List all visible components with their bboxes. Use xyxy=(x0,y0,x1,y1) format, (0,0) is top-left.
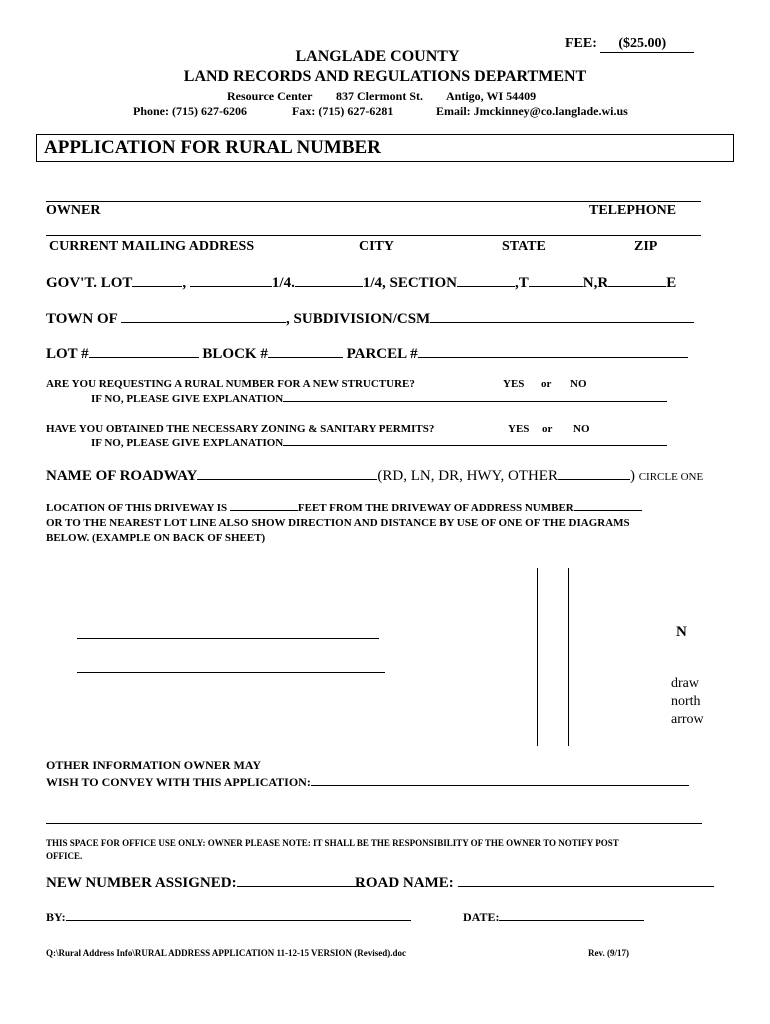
location-line-1 xyxy=(46,502,642,514)
date-field[interactable] xyxy=(499,920,644,921)
other-info-line-1: OTHER INFORMATION OWNER MAY xyxy=(46,758,262,772)
location-line-3: BELOW. (EXAMPLE ON BACK OF SHEET) xyxy=(46,532,266,544)
fee-amount: ($25.00) xyxy=(600,36,694,53)
quarter-field-1[interactable] xyxy=(190,286,272,287)
new-number-field[interactable] xyxy=(237,886,365,887)
close-paren: ) xyxy=(629,468,635,484)
permits-explain-label: IF NO, PLEASE GIVE EXPLANATION xyxy=(91,437,284,449)
permits-question: HAVE YOU OBTAINED THE NECESSARY ZONING & SANITARY PERMITS? xyxy=(46,423,435,435)
govt-lot-label: GOV'T. LOT xyxy=(46,275,133,291)
by-field[interactable] xyxy=(66,920,411,921)
diagram-vertical-line-2 xyxy=(568,568,569,746)
street-address: 837 Clermont St. xyxy=(336,89,423,103)
road-name-label: ROAD NAME: xyxy=(355,875,454,891)
form-title-box xyxy=(36,134,734,162)
department-name: LAND RECORDS AND REGULATIONS DEPARTMENT xyxy=(183,68,587,85)
feet-field[interactable] xyxy=(230,510,298,511)
footer-revision: Rev. (9/17) xyxy=(588,948,629,958)
roadway-row xyxy=(46,468,703,485)
permits-or: or xyxy=(542,423,553,435)
new-structure-explain-row xyxy=(91,393,667,405)
lot-label: LOT # xyxy=(46,346,89,362)
new-structure-no[interactable]: NO xyxy=(570,378,587,390)
by-row xyxy=(46,910,411,925)
quarter-section-label: 1/4, SECTION xyxy=(362,275,458,291)
city-address: Antigo, WI 54409 xyxy=(446,89,537,103)
town-field[interactable] xyxy=(121,322,286,323)
diagram-horizontal-line-1 xyxy=(77,638,379,639)
mailing-address-label: CURRENT MAILING ADDRESS xyxy=(49,239,255,254)
range-field[interactable] xyxy=(608,286,666,287)
address-number-field[interactable] xyxy=(574,510,642,511)
east-label: E xyxy=(666,275,677,291)
new-structure-question: ARE YOU REQUESTING A RURAL NUMBER FOR A NEW STRUCTURE? xyxy=(46,378,415,390)
roadway-types[interactable]: (RD, LN, DR, HWY, OTHER xyxy=(377,468,558,484)
permits-explain-row xyxy=(91,437,667,449)
mailing-field-line[interactable] xyxy=(46,235,701,236)
subdivision-label: , SUBDIVISION/CSM xyxy=(286,311,431,327)
fee-label: FEE: xyxy=(565,36,597,51)
location-text-a: LOCATION OF THIS DRIVEWAY IS xyxy=(46,502,228,514)
fax-number: Fax: (715) 627-6281 xyxy=(292,104,394,118)
block-field[interactable] xyxy=(268,357,343,358)
road-name-field[interactable] xyxy=(458,886,714,887)
parcel-field[interactable] xyxy=(418,357,688,358)
building-name: Resource Center xyxy=(227,89,313,103)
quarter-label-1: 1/4. xyxy=(271,275,295,291)
telephone-label: TELEPHONE xyxy=(589,203,677,218)
draw-text: draw xyxy=(671,676,699,691)
office-note-line-1: THIS SPACE FOR OFFICE USE ONLY: OWNER PLEASE NOTE: IT SHALL BE THE RESPONSIBILITY OF THE OWNER TO NOTIFY POST xyxy=(46,838,619,848)
north-range-label: N,R xyxy=(582,275,609,291)
new-number-label: NEW NUMBER ASSIGNED: xyxy=(46,875,237,891)
footer-file-path: Q:\Rural Address Info\RURAL ADDRESS APPLICATION 11-12-15 VERSION (Revised).doc xyxy=(46,948,407,958)
permits-no[interactable]: NO xyxy=(573,423,590,435)
county-name: LANGLADE COUNTY xyxy=(295,48,460,65)
north-text: north xyxy=(671,694,701,709)
other-info-label: WISH TO CONVEY WITH THIS APPLICATION: xyxy=(46,775,311,789)
office-note-line-2: OFFICE. xyxy=(46,851,83,861)
diagram-horizontal-line-2 xyxy=(77,672,385,673)
lot-field[interactable] xyxy=(89,357,199,358)
other-info-field[interactable] xyxy=(311,785,689,786)
phone-number: Phone: (715) 627-6206 xyxy=(133,104,247,118)
lot-row xyxy=(46,346,688,363)
arrow-text: arrow xyxy=(671,712,704,727)
owner-label: OWNER xyxy=(46,203,101,218)
road-name-row xyxy=(355,875,714,892)
date-label: DATE: xyxy=(463,910,500,924)
township-label: ,T xyxy=(515,275,529,291)
circle-one-label: CIRCLE ONE xyxy=(638,471,704,483)
new-structure-yes[interactable]: YES xyxy=(503,378,525,390)
roadway-label: NAME OF ROADWAY xyxy=(46,468,198,484)
comma: , xyxy=(182,275,187,291)
email-address: Email: Jmckinney@co.langlade.wi.us xyxy=(436,104,628,118)
state-label: STATE xyxy=(502,239,546,254)
other-info-field-line-2[interactable] xyxy=(46,823,702,824)
parcel-label: PARCEL # xyxy=(346,346,418,362)
form-title: APPLICATION FOR RURAL NUMBER xyxy=(44,137,381,158)
block-label: BLOCK # xyxy=(202,346,268,362)
new-number-row xyxy=(46,875,365,892)
permits-explain-field[interactable] xyxy=(283,445,667,446)
new-structure-explain-field[interactable] xyxy=(283,401,667,402)
north-label: N xyxy=(676,624,687,640)
permits-yes[interactable]: YES xyxy=(508,423,530,435)
govt-lot-field[interactable] xyxy=(132,286,182,287)
date-row xyxy=(463,910,644,925)
roadway-other-field[interactable] xyxy=(558,479,630,480)
govt-lot-row xyxy=(46,275,676,292)
diagram-vertical-line-1 xyxy=(537,568,538,746)
subdivision-field[interactable] xyxy=(430,322,694,323)
town-label: TOWN OF xyxy=(46,311,118,327)
town-row xyxy=(46,311,694,328)
section-field[interactable] xyxy=(457,286,515,287)
roadway-field[interactable] xyxy=(197,479,377,480)
new-structure-explain-label: IF NO, PLEASE GIVE EXPLANATION xyxy=(91,393,284,405)
location-text-b: FEET FROM THE DRIVEWAY OF ADDRESS NUMBER xyxy=(297,502,574,514)
new-structure-or: or xyxy=(541,378,552,390)
by-label: BY: xyxy=(46,910,66,924)
owner-field-line[interactable] xyxy=(46,201,701,202)
other-info-line-2 xyxy=(46,775,689,790)
township-field[interactable] xyxy=(529,286,583,287)
location-line-2: OR TO THE NEAREST LOT LINE ALSO SHOW DIRECTION AND DISTANCE BY USE OF ONE OF THE DIAGRAMS xyxy=(46,517,630,529)
city-label: CITY xyxy=(359,239,395,254)
quarter-field-2[interactable] xyxy=(295,286,363,287)
zip-label: ZIP xyxy=(634,239,658,254)
